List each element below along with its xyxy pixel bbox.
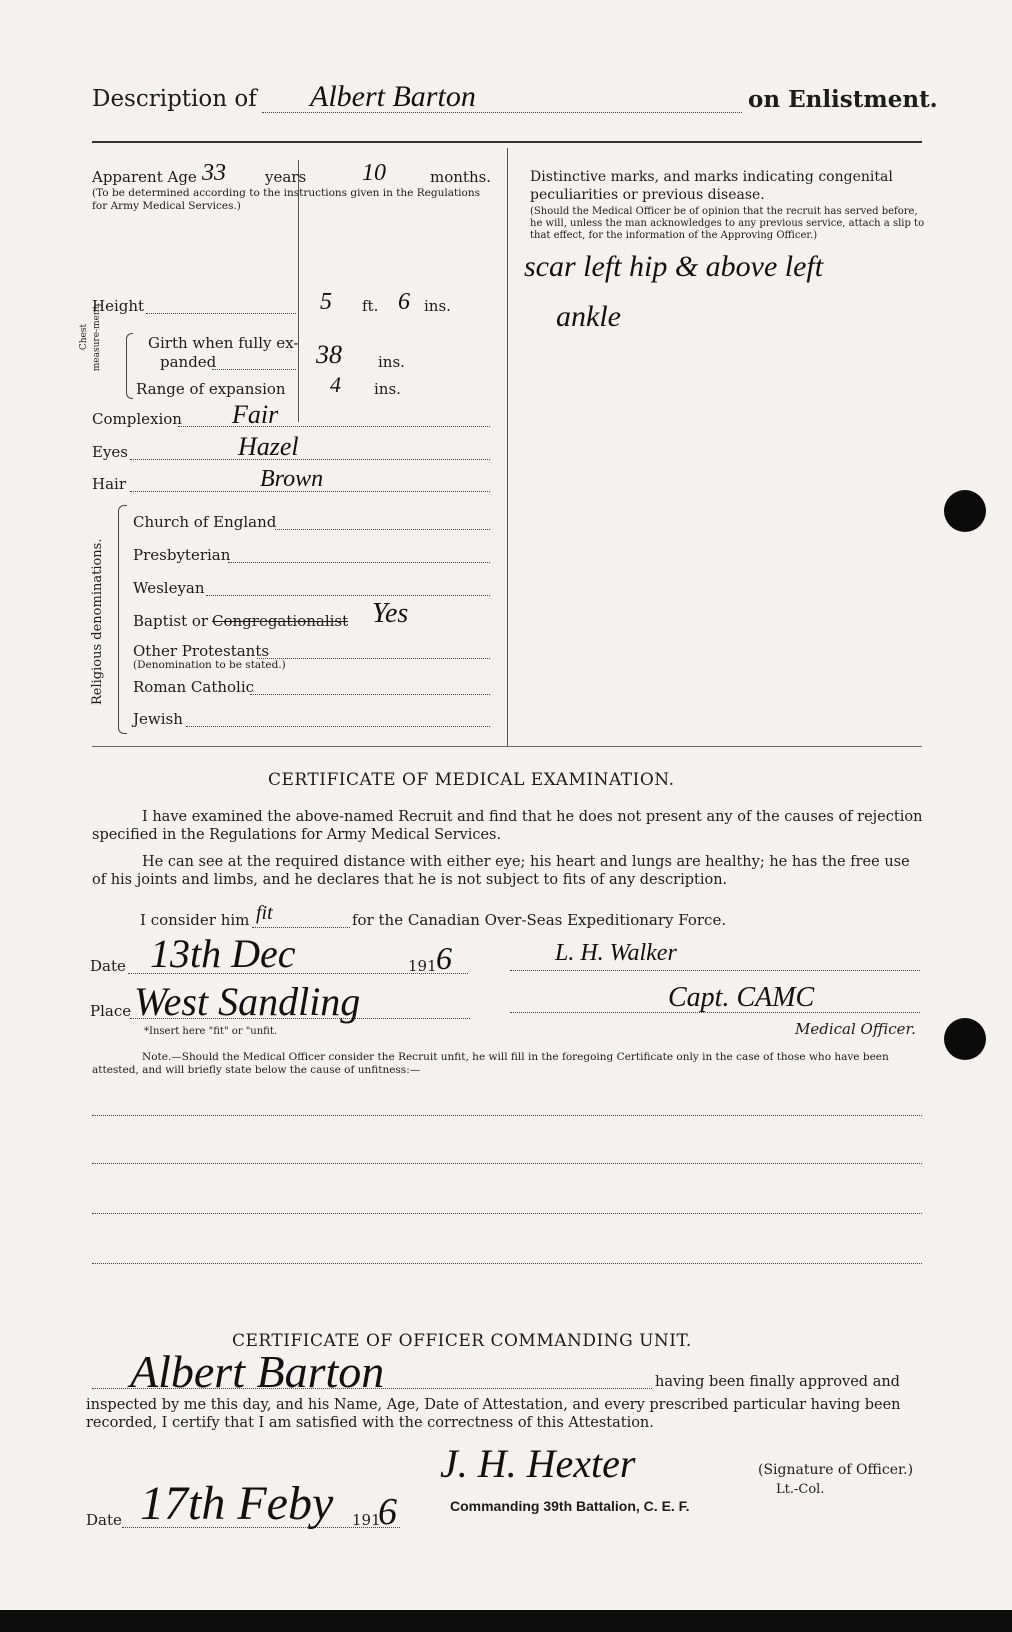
medical-officer-signature: L. H. Walker (555, 940, 677, 966)
fit-value: fit (256, 902, 273, 924)
apparent-age-label: Apparent Age (92, 168, 197, 186)
range-unit: ins. (374, 380, 401, 398)
fit-dotted-line (252, 927, 350, 928)
unfitness-line-1 (92, 1115, 922, 1116)
unfitness-line-3 (92, 1213, 922, 1214)
medical-officer-signature-line (510, 970, 920, 971)
eyes-label: Eyes (92, 443, 128, 461)
jewish-label: Jewish (133, 710, 183, 728)
distinctive-marks-entry-line2: ankle (556, 300, 621, 333)
ft-label: ft. (362, 297, 379, 315)
commanding-battalion: Commanding 39th Battalion, C. E. F. (450, 1498, 690, 1514)
place-label: Place (90, 1002, 132, 1020)
binder-hole-top (944, 490, 986, 532)
height-ft-value: 5 (320, 289, 332, 315)
medical-paragraph-1: I have examined the above-named Recruit and find that he does not present any of the causes of rejection specified in the Regulations for Army Medical Services. (92, 809, 923, 843)
hair-label: Hair (92, 475, 126, 493)
presbyterian-line (228, 562, 490, 563)
other-protestants-line (257, 658, 490, 659)
unfitness-line-4 (92, 1263, 922, 1264)
years-label: years (265, 168, 307, 186)
top-rule (92, 141, 922, 143)
place-value: West Sandling (134, 979, 361, 1024)
range-of-expansion-label: Range of expansion (136, 380, 286, 398)
roman-catholic-line (250, 694, 490, 695)
medical-officer-rank: Capt. CAMC (668, 982, 815, 1013)
signature-of-officer-label: (Signature of Officer.) (758, 1462, 914, 1478)
religious-denominations-side-label: Religious denominations. (90, 538, 105, 705)
center-column-divider (507, 148, 508, 746)
chest-measurement-side-label: Chest measure-ment. (79, 302, 102, 372)
scan-bottom-edge (0, 1610, 1012, 1632)
medical-date-label: Date (90, 957, 126, 975)
recruit-name-handwritten: Albert Barton (310, 80, 476, 113)
commanding-certificate-title: CERTIFICATE OF OFFICER COMMANDING UNIT. (232, 1331, 692, 1351)
height-dotted-line (146, 313, 296, 314)
commanding-date-label: Date (86, 1511, 122, 1529)
church-of-england-line (275, 529, 490, 530)
chest-brace (126, 333, 133, 399)
complexion-label: Complexion (92, 410, 182, 428)
commanding-text-rest: inspected by me this day, and his Name, Age, Date of Attestation, and every prescribed particular having been recorded, I certify that I am satisfied with the correctness of this Attestation. (86, 1397, 901, 1431)
description-of-label: Description of (92, 86, 257, 112)
medical-paragraph-2: He can see at the required distance with either eye; his heart and lungs are healthy; he has the free use of his joints and limbs, and he declares that he is not subject to fits of any description. (92, 854, 910, 888)
distinctive-marks-heading: Distinctive marks, and marks indicating congenital peculiarities or previous disease. (530, 169, 893, 203)
commanding-text-line1: having been finally approved and (655, 1374, 900, 1390)
other-protestants-label: Other Protestants (133, 642, 270, 660)
medical-year-prefix: 191 (408, 957, 437, 975)
roman-catholic-label: Roman Catholic (133, 678, 255, 696)
eyes-value: Hazel (238, 432, 299, 461)
complexion-dotted-line (178, 426, 490, 427)
age-months-value: 10 (362, 160, 386, 186)
complexion-value: Fair (232, 400, 279, 429)
jewish-line (186, 726, 490, 727)
medical-officer-label: Medical Officer. (795, 1020, 916, 1038)
eyes-dotted-line (130, 459, 490, 460)
consider-him-label: I consider him (140, 911, 250, 929)
medical-note: Note.—Should the Medical Officer consider the Recruit unfit, he will fill in the foregoing Certificate only in the case of those who have been attested, and will briefly state below the cause of unfitness:— (92, 1051, 889, 1076)
consider-suffix: for the Canadian Over-Seas Expeditionary Force. (352, 911, 727, 929)
height-label: Height (92, 297, 145, 315)
church-of-england-label: Church of England (133, 513, 277, 531)
unfitness-line-2 (92, 1163, 922, 1164)
age-note: (To be determined according to the instructions given in the Regulations for Army Medical Services.) (92, 187, 480, 212)
commanding-year-digit: 6 (378, 1491, 397, 1533)
baptist-label: Baptist or (133, 612, 209, 630)
height-ins-label: ins. (424, 297, 451, 315)
girth-label-line2: panded (160, 353, 217, 371)
commanding-recruit-name: Albert Barton (130, 1346, 385, 1397)
congregationalist-struck-label: Congregationalist (212, 612, 349, 630)
medical-year-digit: 6 (436, 940, 452, 976)
medical-officer-rank-line (510, 1012, 920, 1013)
commanding-date-value: 17th Feby (140, 1477, 334, 1530)
baptist-value: Yes (372, 598, 409, 629)
range-value: 4 (330, 372, 341, 397)
girth-unit: ins. (378, 353, 405, 371)
age-years-value: 33 (202, 160, 226, 186)
other-protestants-note: (Denomination to be stated.) (133, 659, 286, 671)
medical-certificate-title: CERTIFICATE OF MEDICAL EXAMINATION. (268, 770, 675, 790)
wesleyan-line (206, 595, 490, 596)
girth-label-line1: Girth when fully ex- (148, 334, 299, 352)
hair-value: Brown (260, 466, 324, 492)
wesleyan-label: Wesleyan (133, 579, 205, 597)
religion-brace (118, 505, 127, 734)
height-in-value: 6 (398, 289, 410, 315)
months-label: months. (430, 168, 492, 186)
girth-dotted-line (212, 369, 296, 370)
medical-date-value: 13th Dec (150, 931, 296, 976)
insert-fit-note: *Insert here "fit" or "unfit. (144, 1026, 278, 1037)
commanding-rank: Lt.-Col. (776, 1482, 825, 1497)
presbyterian-label: Presbyterian (133, 546, 231, 564)
distinctive-marks-entry-line1: scar left hip & above left (524, 250, 824, 283)
binder-hole-bottom (944, 1018, 986, 1060)
distinctive-marks-note: (Should the Medical Officer be of opinion that the recruit has served before, he will, unless the man acknowledges to any previous service, attach a slip to that effect, for the information of the Approving Officer.) (530, 206, 925, 241)
description-bottom-rule (92, 746, 922, 747)
girth-value: 38 (316, 340, 342, 369)
on-enlistment-label: on Enlistment. (748, 86, 938, 113)
commanding-officer-signature: J. H. Hexter (440, 1441, 636, 1486)
commanding-year-prefix: 191 (352, 1511, 381, 1529)
commanding-name-line (92, 1388, 652, 1389)
